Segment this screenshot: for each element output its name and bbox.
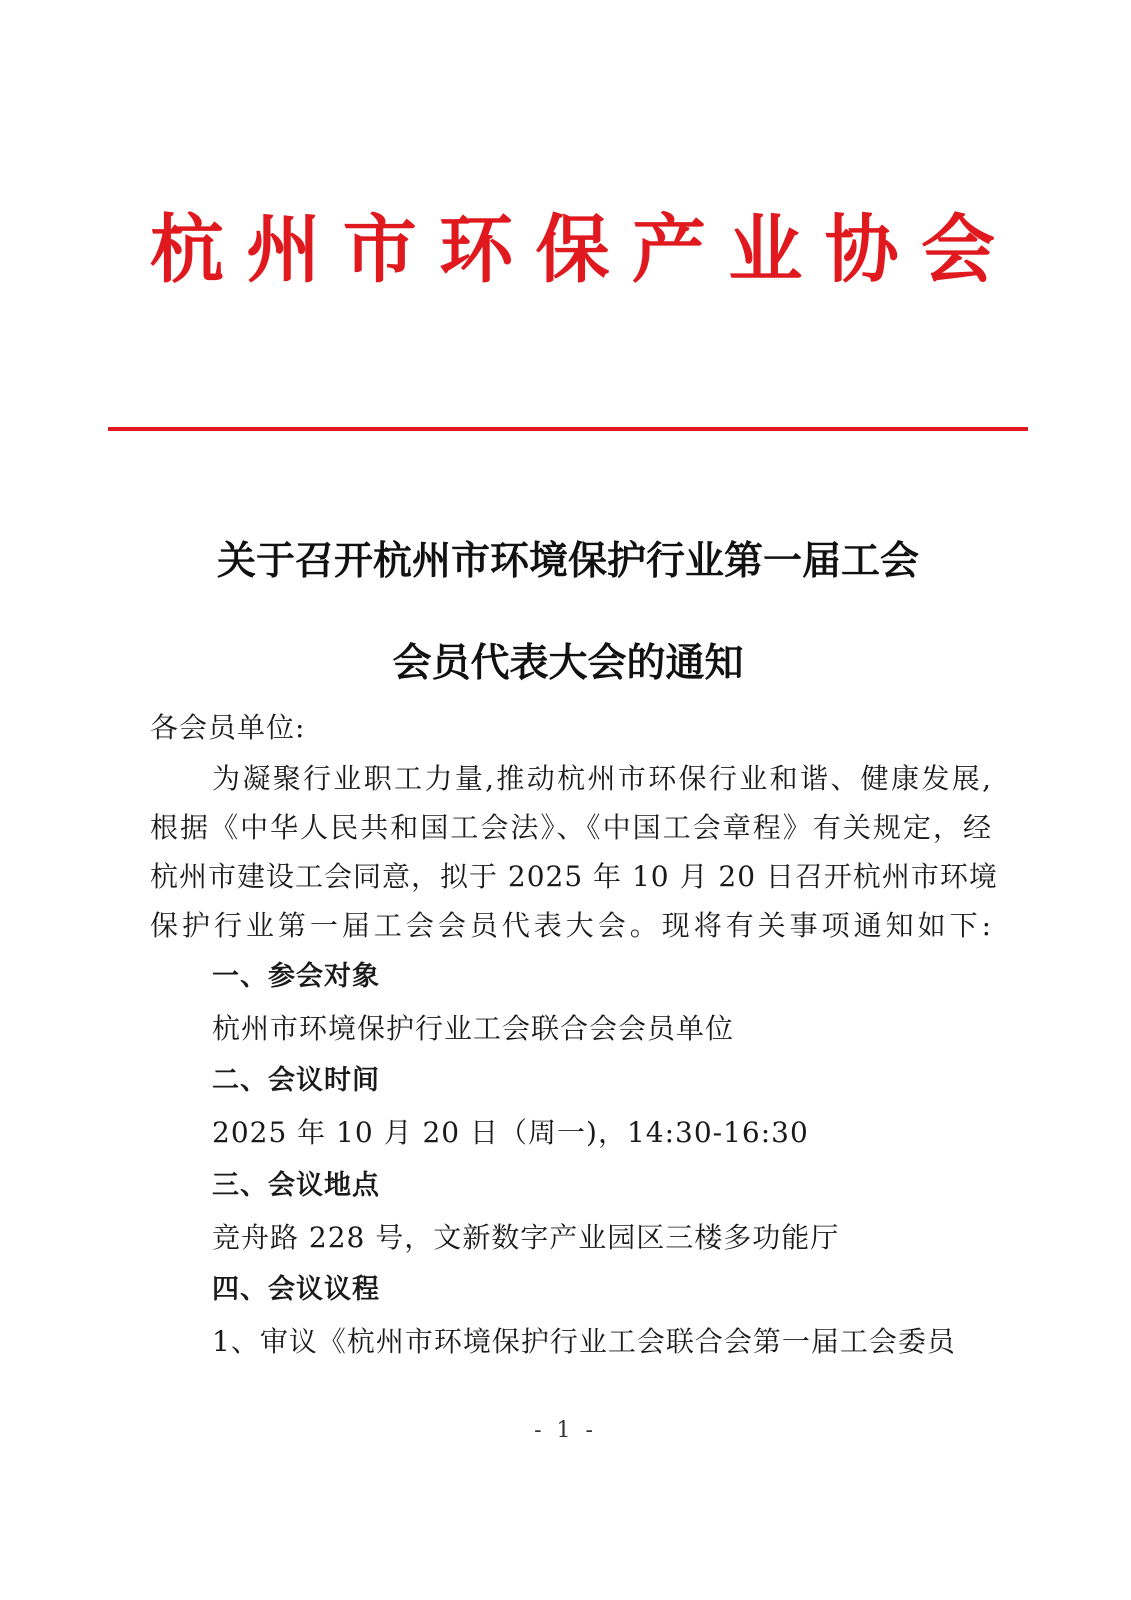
- document-title-line-1: 关于召开杭州市环境保护行业第一届工会: [216, 539, 919, 584]
- section-content-location: 竞舟路 228 号，文新数字产业园区三楼多功能厅: [212, 1221, 840, 1254]
- section-content-time: 2025 年 10 月 20 日（周一)，14:30-16:30: [212, 1116, 809, 1149]
- org-masthead: [150, 205, 995, 295]
- intro-paragraph-line: 杭州市建设工会同意，拟于 2025 年 10 月 20 日召开杭州市环境: [150, 860, 998, 893]
- masthead-char: 产: [631, 207, 706, 293]
- masthead-char: 保: [535, 207, 610, 293]
- masthead-char: 会: [921, 207, 995, 293]
- section-heading-agenda: 四、会议议程: [212, 1274, 380, 1305]
- document-title-line-2: 会员代表大会的通知: [392, 641, 744, 686]
- masthead-char: 业: [728, 207, 803, 293]
- masthead-char: 协: [824, 207, 899, 293]
- section-heading-time: 二、会议时间: [212, 1065, 380, 1096]
- intro-paragraph-line: 保护行业第一届工会会员代表大会。现将有关事项通知如下:: [150, 909, 992, 942]
- intro-paragraph-line: 为凝聚行业职工力量,推动杭州市环保行业和谐、健康发展,: [212, 762, 992, 795]
- page-number: - 1 -: [534, 1418, 597, 1443]
- masthead-char: 市: [342, 207, 417, 293]
- section-content-agenda: 1、审议《杭州市环境保护行业工会联合会第一届工会委员: [212, 1325, 956, 1358]
- header-divider: [108, 427, 1028, 431]
- masthead-char: 州: [246, 207, 321, 293]
- section-heading-location: 三、会议地点: [212, 1170, 380, 1201]
- section-heading-attendees: 一、参会对象: [212, 961, 380, 992]
- section-content-attendees: 杭州市环境保护行业工会联合会会员单位: [212, 1012, 735, 1045]
- salutation: 各会员单位:: [150, 711, 306, 744]
- intro-paragraph-line: 根据《中华人民共和国工会法》、《中国工会章程》有关规定，经: [150, 811, 992, 844]
- masthead-char: 环: [439, 207, 514, 293]
- masthead-char: 杭: [150, 207, 224, 293]
